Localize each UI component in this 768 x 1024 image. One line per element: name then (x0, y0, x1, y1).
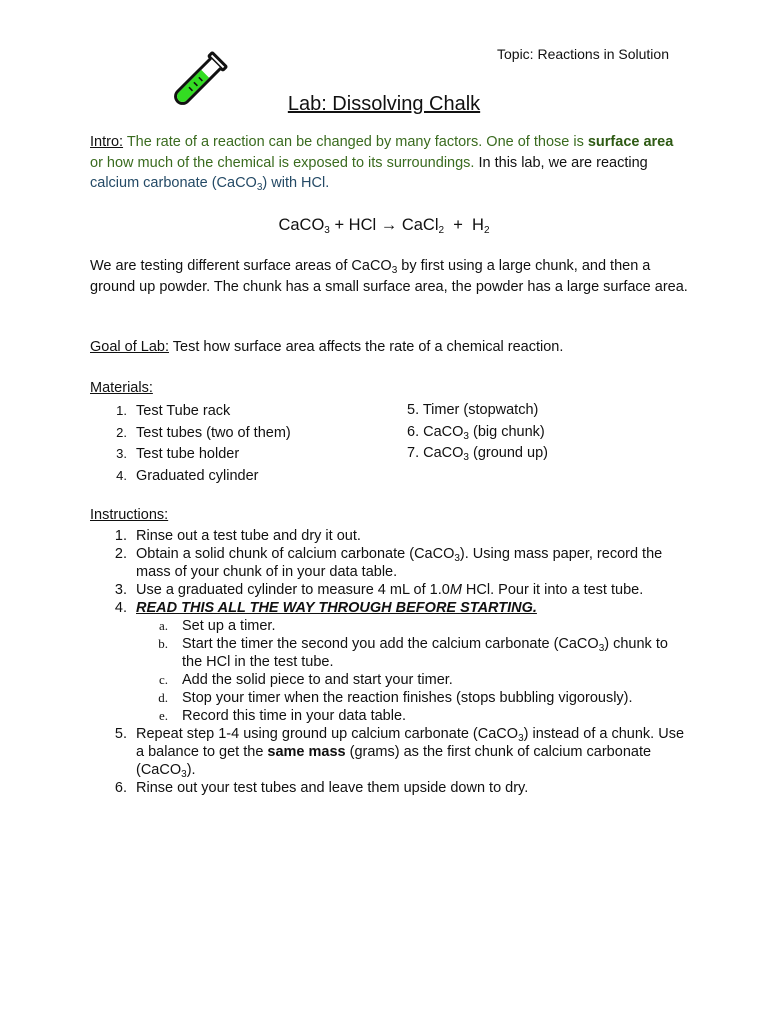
chemical-equation: CaCO$_3$ + HCl → CaCl$_2$ + $H_2$ (278, 216, 490, 236)
goal-label: Goal of Lab: (90, 339, 169, 355)
topic-header: Topic: Reactions in Solution (497, 46, 669, 62)
intro-text-a: The rate of a reaction can be changed by many factors. One of those is surface area or how much of the chemical is exposed to its surroundings. (90, 134, 674, 171)
instruction-substep: b. Start the timer the second you add the calcium carbonate (CaCO$_3$) chunk to the HCl in the test tube. (158, 636, 668, 670)
instruction-step: 2. Obtain a solid chunk of calcium carbonate (CaCO$_3$). Using mass paper, record the mass of your chunk of in your data table. (114, 546, 663, 580)
goal-of-lab: Goal of Lab: Test how surface area affects the rate of a chemical reaction. (90, 339, 564, 355)
list-item: 5. Timer (stopwatch) (407, 402, 539, 418)
list-item: 6. CaCO$_3$ (big chunk) (407, 423, 545, 442)
instruction-substep: a. Set up a timer. (158, 618, 276, 634)
intro-bold-surface-area: surface area (587, 134, 674, 150)
surface-area-paragraph: We are testing different surface areas of CaCO$_3$ by first using a large chunk, and then a ground up powder. The chunk has a small surface area, the powder has a large surface area. (90, 258, 688, 295)
right-arrow-icon: → (380, 216, 398, 234)
instruction-substep: d. Stop your timer when the reaction finishes (stops bubbling vigorously). (158, 690, 633, 706)
list-item: 4. Graduated cylinder (116, 467, 259, 484)
list-item: 3. Test tube holder (116, 446, 240, 462)
instruction-step: 3. Use a graduated cylinder to measure 4 mL of 1.0M HCl. Pour it into a test tube. (114, 582, 644, 598)
instruction-step: 1. Rinse out a test tube and dry it out. (114, 528, 361, 544)
intro-label: Intro: (90, 134, 124, 150)
list-item: 1. Test Tube rack (116, 403, 231, 419)
instruction-step: 5. Repeat step 1-4 using ground up calcium carbonate (CaCO$_3$) instead of a chunk. Use a balance to get the same mass (grams) as the first chunk of calcium carbonate (CaCO$_3$). (114, 726, 685, 780)
materials-label: Materials: (90, 380, 153, 396)
materials-list-right (407, 400, 548, 465)
intro-reactants: calcium carbonate (CaCO$_3$) with HCl. (90, 175, 330, 193)
instruction-substeps (136, 617, 690, 725)
page-title: Lab: Dissolving Chalk (287, 93, 481, 115)
intro-paragraph (90, 132, 680, 194)
warning-text: READ THIS ALL THE WAY THROUGH BEFORE STARTING. (136, 600, 537, 616)
instruction-substep: c. Add the solid piece to and start your timer. (158, 672, 453, 688)
list-item: 2. Test tubes (two of them) (116, 424, 291, 441)
instruction-step: 6. Rinse out your test tubes and leave them upside down to dry. (114, 780, 529, 796)
instructions-label: Instructions: (90, 507, 169, 523)
instruction-step: 4. READ THIS ALL THE WAY THROUGH BEFORE STARTING. a. Set up a timer. b. Start the timer the second you add the calcium carbonate (CaCO$_3$) chunk to the HCl in the test tube. c. Add the solid piece to and start your timer. d. Stop your timer when the reaction finishes (stops bubbling vigorously). e. Record this time in your data table. (90, 599, 690, 725)
materials-list-left (90, 400, 291, 486)
instructions-list (90, 527, 690, 797)
instruction-substep: e. Record this time in your data table. (158, 708, 407, 724)
list-item: 7. CaCO$_3$ (ground up) (407, 445, 548, 463)
intro-text-c: In this lab, we are reacting (474, 154, 648, 171)
